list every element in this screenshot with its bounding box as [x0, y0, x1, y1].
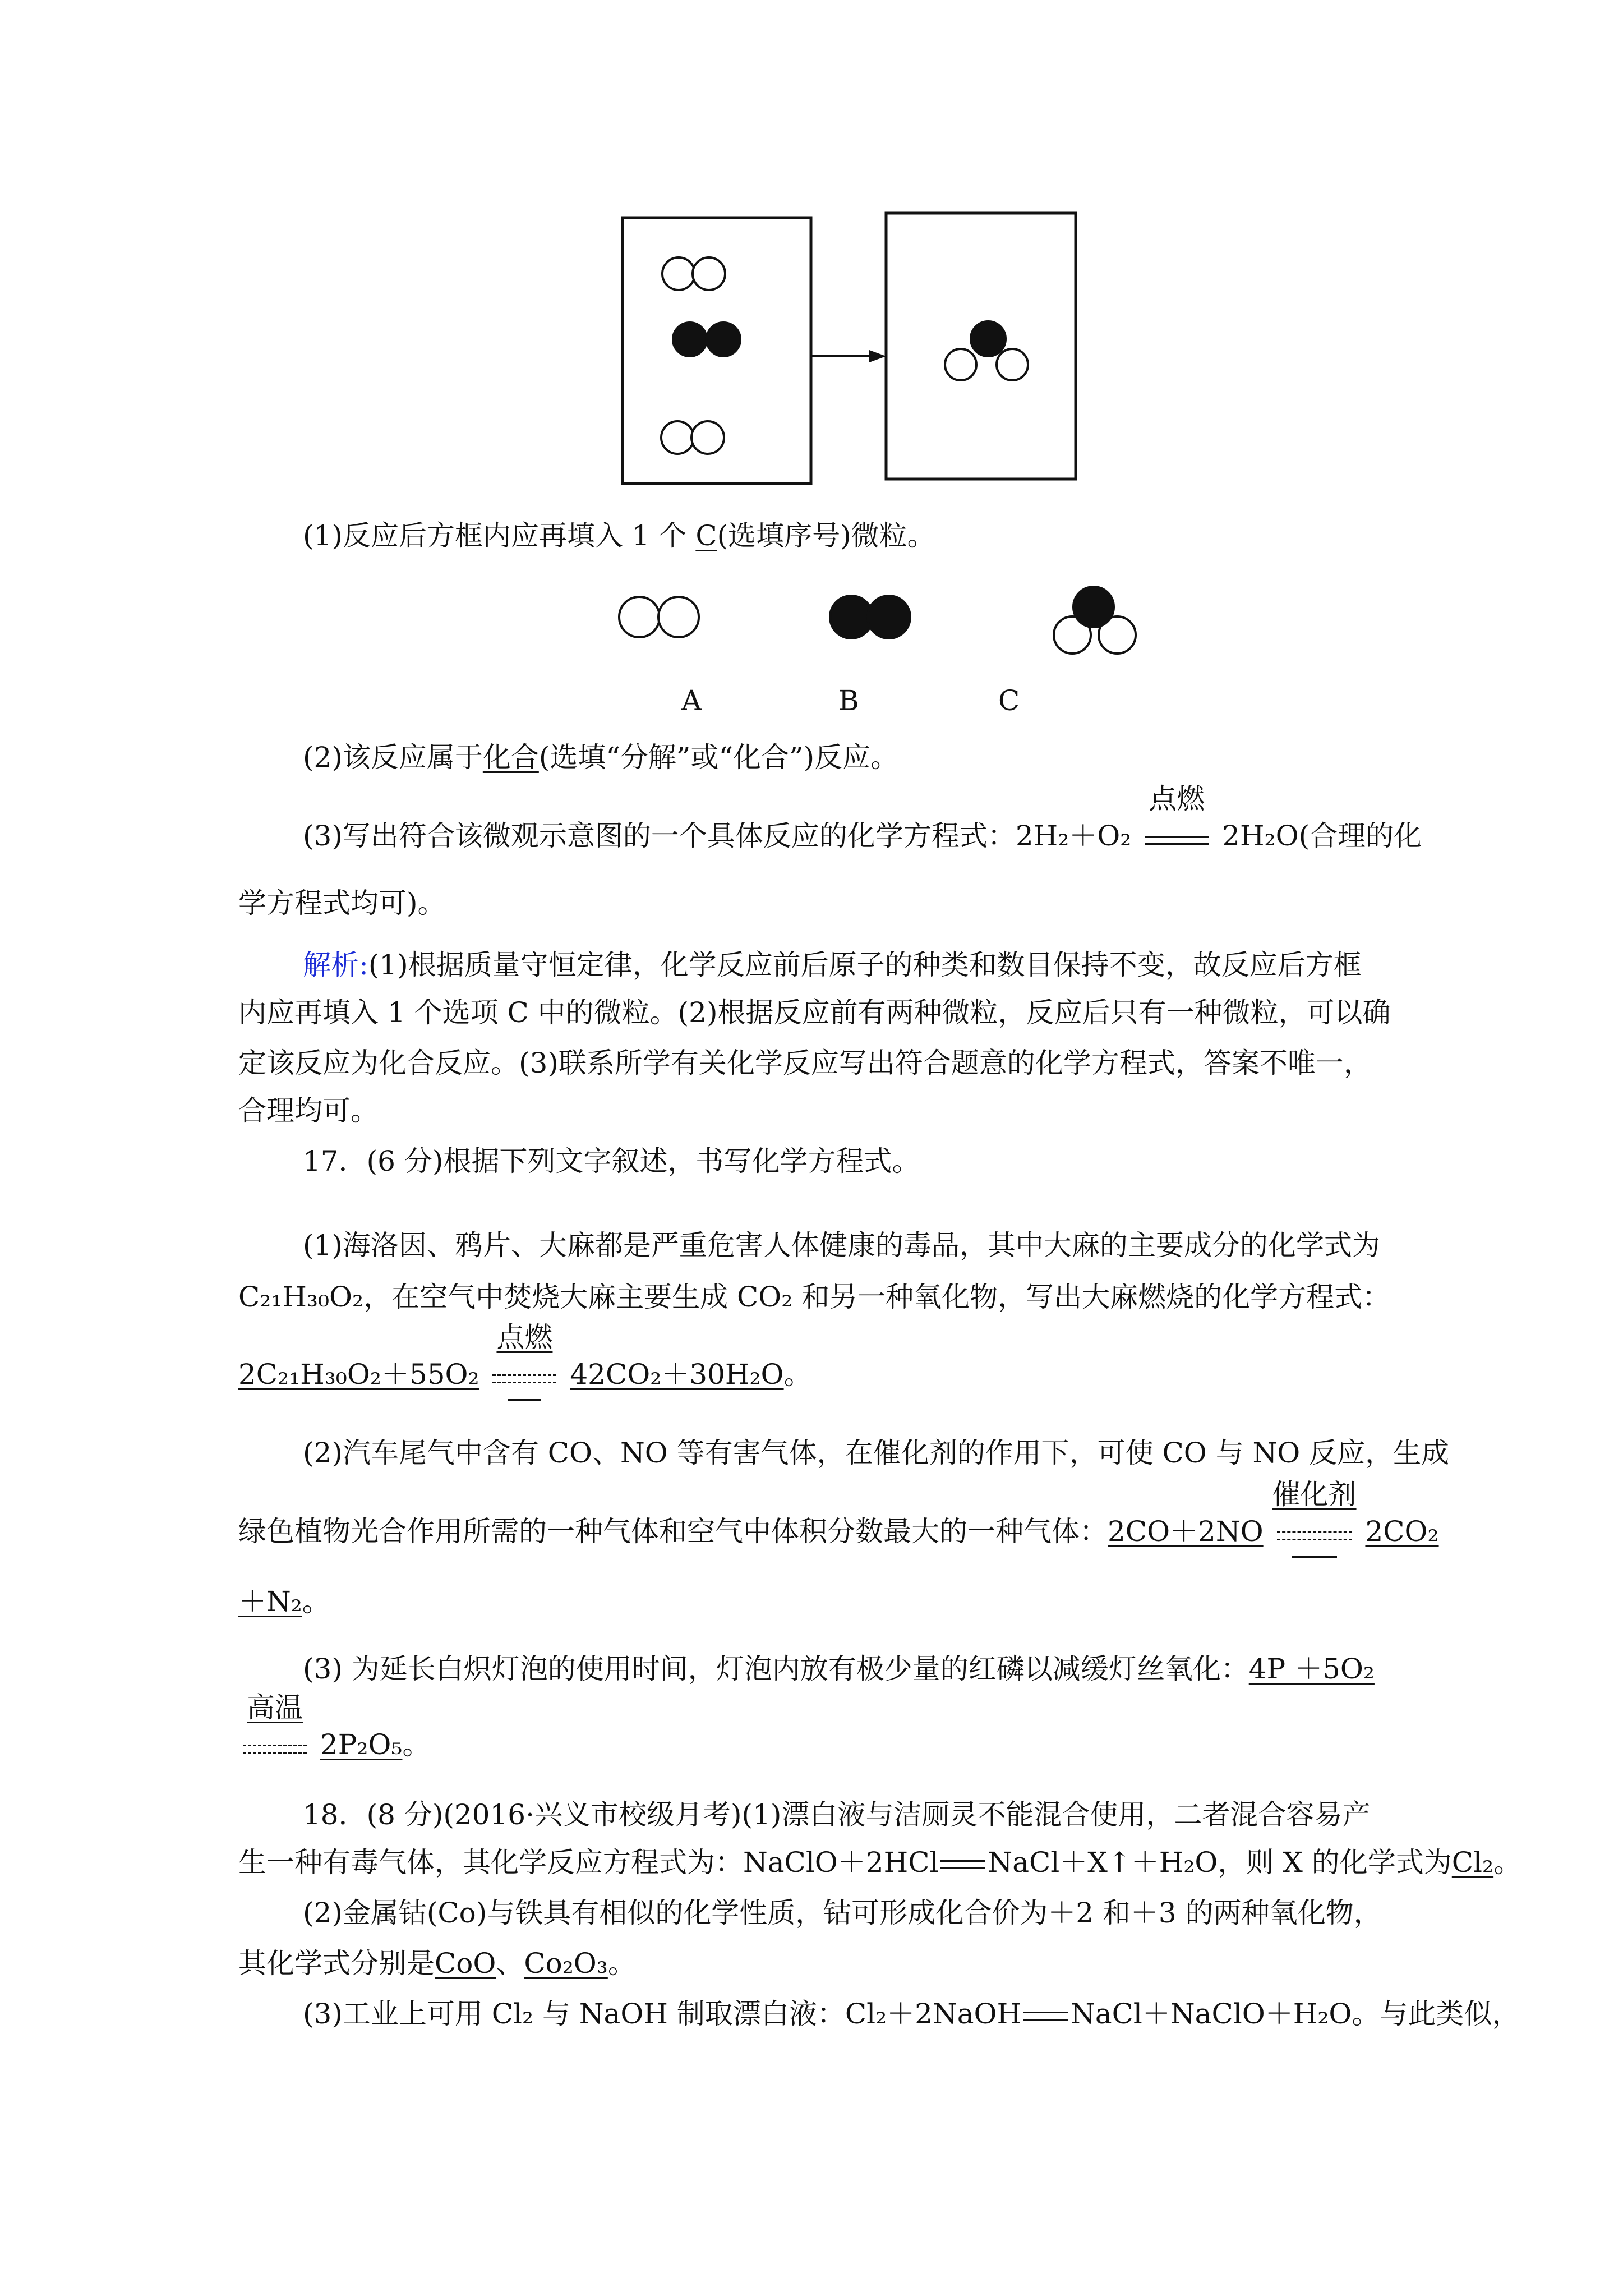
- q16-jiexi-2: 内应再填入 1 个选项 C 中的微粒。(2)根据反应前有两种微粒，反应后只有一种微粒，可以确: [238, 996, 1391, 1029]
- q16-p1-post: (选填序号)微粒。: [717, 519, 935, 552]
- q16-jiexi-4: 合理均可。: [238, 1094, 379, 1127]
- q18-p2-line1: (2)金属钴(Co)与铁具有相似的化学性质，钴可形成化合价为＋2 和＋3 的两种氧化物，: [303, 1897, 1382, 1929]
- molecule-black-pair: [673, 323, 740, 356]
- q16-p1-pre: (1)反应后方框内应再填入 1 个: [303, 519, 687, 552]
- option-c-label: C: [998, 684, 1020, 717]
- q16-part2: [303, 740, 898, 774]
- q17-p3-answer-left: 4P ＋5O₂: [1248, 1653, 1375, 1685]
- q18-p3-right: NaCl＋NaClO＋H₂O。与此类似，: [1071, 1998, 1520, 2030]
- option-a-label: A: [681, 684, 702, 717]
- reaction-arrow: [811, 350, 886, 362]
- option-b-molecule: [830, 596, 910, 638]
- q18-p3-left: (3)工业上可用 Cl₂ 与 NaOH 制取漂白液：Cl₂＋2NaOH: [303, 1998, 1022, 2030]
- q17-p2-line2: [238, 1478, 1439, 1548]
- jiexi-label: 解析:: [303, 949, 368, 981]
- q18-head: 18．(8 分)(2016·兴义市校级月考)(1)漂白液与洁厕灵不能混合使用，二者混合容易产: [303, 1798, 1371, 1831]
- q18-line2: 生一种有毒气体，其化学反应方程式为：NaClO＋2HCl NaCl＋X↑＋H₂O，则 X 的化学式为Cl₂。: [238, 1846, 1522, 1879]
- q17-p2-line1: (2)汽车尾气中含有 CO、NO 等有害气体，在催化剂的作用下，可使 CO 与 NO 反应，生成: [303, 1437, 1450, 1469]
- option-c-molecule: [1054, 587, 1136, 654]
- q17-p2-line3: ＋N₂。: [238, 1585, 330, 1618]
- q17-p2-answer-right: 2CO₂: [1365, 1515, 1439, 1548]
- reaction-diagram: [0, 0, 1623, 505]
- q17-p2-text: 绿色植物光合作用所需的一种气体和空气中体积分数最大的一种气体：: [238, 1515, 1108, 1548]
- condition-ignite: 点燃: [1140, 819, 1213, 853]
- option-b-label: B: [838, 684, 859, 717]
- q18-p2-answer-2: Co₂O₃: [524, 1947, 608, 1980]
- q17-p3-line2: 高温 2P₂O₅。: [238, 1728, 430, 1761]
- q16-p3-answer-left: 2H₂＋O₂: [1015, 820, 1132, 852]
- q16-p3-pre: (3)写出符合该微观示意图的一个具体反应的化学方程式：: [303, 820, 1016, 852]
- condition-catalyst: 催化剂: [1272, 1515, 1357, 1548]
- q16-part1: [303, 519, 935, 553]
- q18-equation-left: 生一种有毒气体，其化学反应方程式为：NaClO＋2HCl: [238, 1846, 939, 1879]
- q16-jiexi-3: 定该反应为化合反应。(3)联系所学有关化学反应写出符合题意的化学方程式，答案不唯一，: [238, 1047, 1372, 1079]
- q17-p1-answer: 2C₂₁H₃₀O₂＋55O₂ 点燃 42CO₂＋30H₂O。: [238, 1358, 812, 1391]
- equals-sign: [940, 1860, 985, 1869]
- q16-p2-answer: 化合: [482, 741, 539, 774]
- q16-part3: [303, 783, 1422, 853]
- q17-p2-answer-left: 2CO＋2NO: [1108, 1515, 1264, 1548]
- q18-equation-right: NaCl＋X↑＋H₂O，则 X 的化学式为: [988, 1846, 1452, 1879]
- option-molecules: [0, 572, 1623, 673]
- q18-p2-text: 其化学式分别是: [238, 1947, 435, 1980]
- q16-p3-answer-right: 2H₂O: [1222, 820, 1299, 852]
- q17-head: 17．(6 分)根据下列文字叙述，书写化学方程式。: [303, 1145, 920, 1177]
- q17-p2-answer-3: ＋N₂: [238, 1585, 302, 1618]
- molecule-white-pair-bottom: [661, 421, 724, 454]
- condition-ignite-2: 点燃: [488, 1358, 561, 1391]
- q18-p2-answer-1: CoO: [435, 1947, 496, 1980]
- q18-p3-line1: [303, 1997, 1520, 2031]
- molecule-product: [945, 321, 1028, 380]
- q17-p3-answer-right: 2P₂O₅: [320, 1728, 403, 1761]
- q17-p1-line1: (1)海洛因、鸦片、大麻都是严重危害人体健康的毒品，其中大麻的主要成分的化学式为: [303, 1229, 1380, 1262]
- option-a-molecule: [619, 597, 699, 637]
- q17-p1-answer-left: 2C₂₁H₃₀O₂＋55O₂: [238, 1358, 479, 1391]
- q16-part3-line2: 学方程式均可)。: [238, 887, 446, 919]
- q17-p1-answer-right: 42CO₂＋30H₂O: [570, 1358, 784, 1391]
- q16-p1-answer: C: [695, 519, 717, 552]
- q17-p3-line1: [303, 1652, 1375, 1686]
- equals-sign-2: [1023, 2012, 1068, 2021]
- jiexi-text-1: (1)根据质量守恒定律，化学反应前后原子的种类和数目保持不变，故反应后方框: [368, 949, 1362, 981]
- q16-p2-pre: (2)该反应属于: [303, 741, 483, 774]
- q17-p1-line2: C₂₁H₃₀O₂，在空气中焚烧大麻主要生成 CO₂ 和另一种氧化物，写出大麻燃烧的化学方程式：: [238, 1281, 1391, 1313]
- condition-high-temp: 高温: [238, 1728, 311, 1761]
- q16-p3-post: (合理的化: [1298, 820, 1422, 852]
- q18-p1-answer: Cl₂: [1451, 1846, 1494, 1879]
- molecule-white-pair-top: [662, 257, 725, 290]
- q16-p2-post: (选填“分解”或“化合”)反应。: [538, 741, 899, 774]
- q18-p2-line2: 其化学式分别是CoO、Co₂O₃。: [238, 1947, 636, 1980]
- q17-p3-text: (3) 为延长白炽灯泡的使用时间，灯泡内放有极少量的红磷以减缓灯丝氧化：: [303, 1653, 1249, 1685]
- q16-jiexi-1: [303, 948, 1362, 982]
